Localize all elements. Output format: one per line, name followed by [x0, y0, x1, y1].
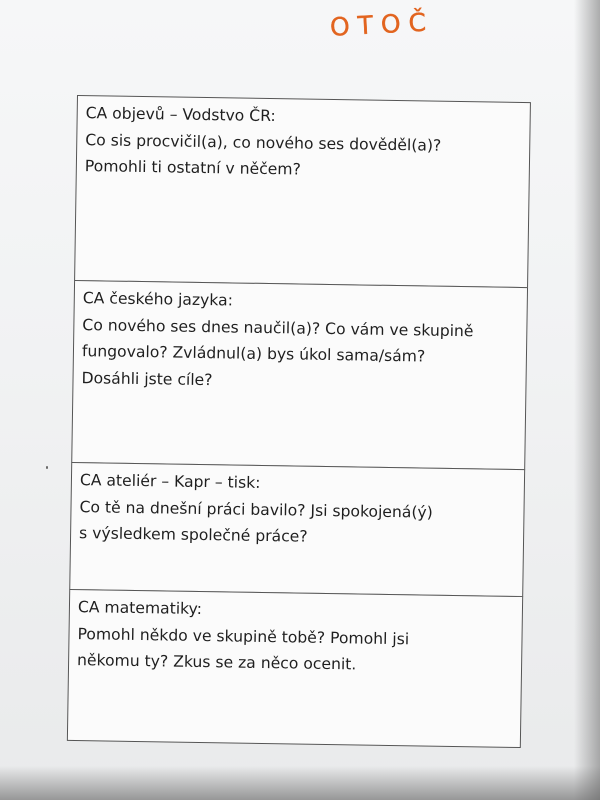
- edge-shadow: [574, 0, 600, 800]
- card-cesky-jazyk: [71, 280, 528, 470]
- card-question: Pomohl někdo ve skupině tobě? Pomohl jsi: [77, 624, 410, 648]
- card-question: s výsledkem společné práce?: [78, 524, 308, 546]
- card-question: Pomohli ti ostatní v něčem?: [84, 157, 301, 179]
- reflection-cards: [67, 95, 533, 750]
- handwritten-note: OTOČ: [329, 7, 435, 42]
- card-question: Co tě na dnešní práci bavilo? Jsi spokojená(ý): [79, 497, 433, 522]
- card-vodstvo: [74, 95, 531, 288]
- card-atelier: [69, 462, 525, 597]
- card-heading: CA českého jazyka:: [82, 289, 234, 310]
- card-question: Dosáhli jste cíle?: [81, 368, 213, 389]
- card-question: fungovalo? Zvládnul(a) bys úkol sama/sám?: [81, 342, 426, 366]
- card-question: někomu ty? Zkus se za něco ocenit.: [76, 651, 357, 674]
- card-heading: CA ateliér – Kapr – tisk:: [79, 471, 261, 492]
- card-question: Co nového ses dnes naučil(a)? Co vám ve skupině: [82, 315, 474, 340]
- paper-speck: [46, 466, 48, 469]
- card-heading: CA matematiky:: [77, 598, 203, 619]
- card-matematika: [67, 589, 523, 748]
- card-question: Co sis procvičil(a), co nového ses dověděl(a)?: [85, 130, 442, 155]
- bottom-shadow: [0, 766, 600, 800]
- card-heading: CA objevů – Vodstvo ČR:: [85, 104, 276, 126]
